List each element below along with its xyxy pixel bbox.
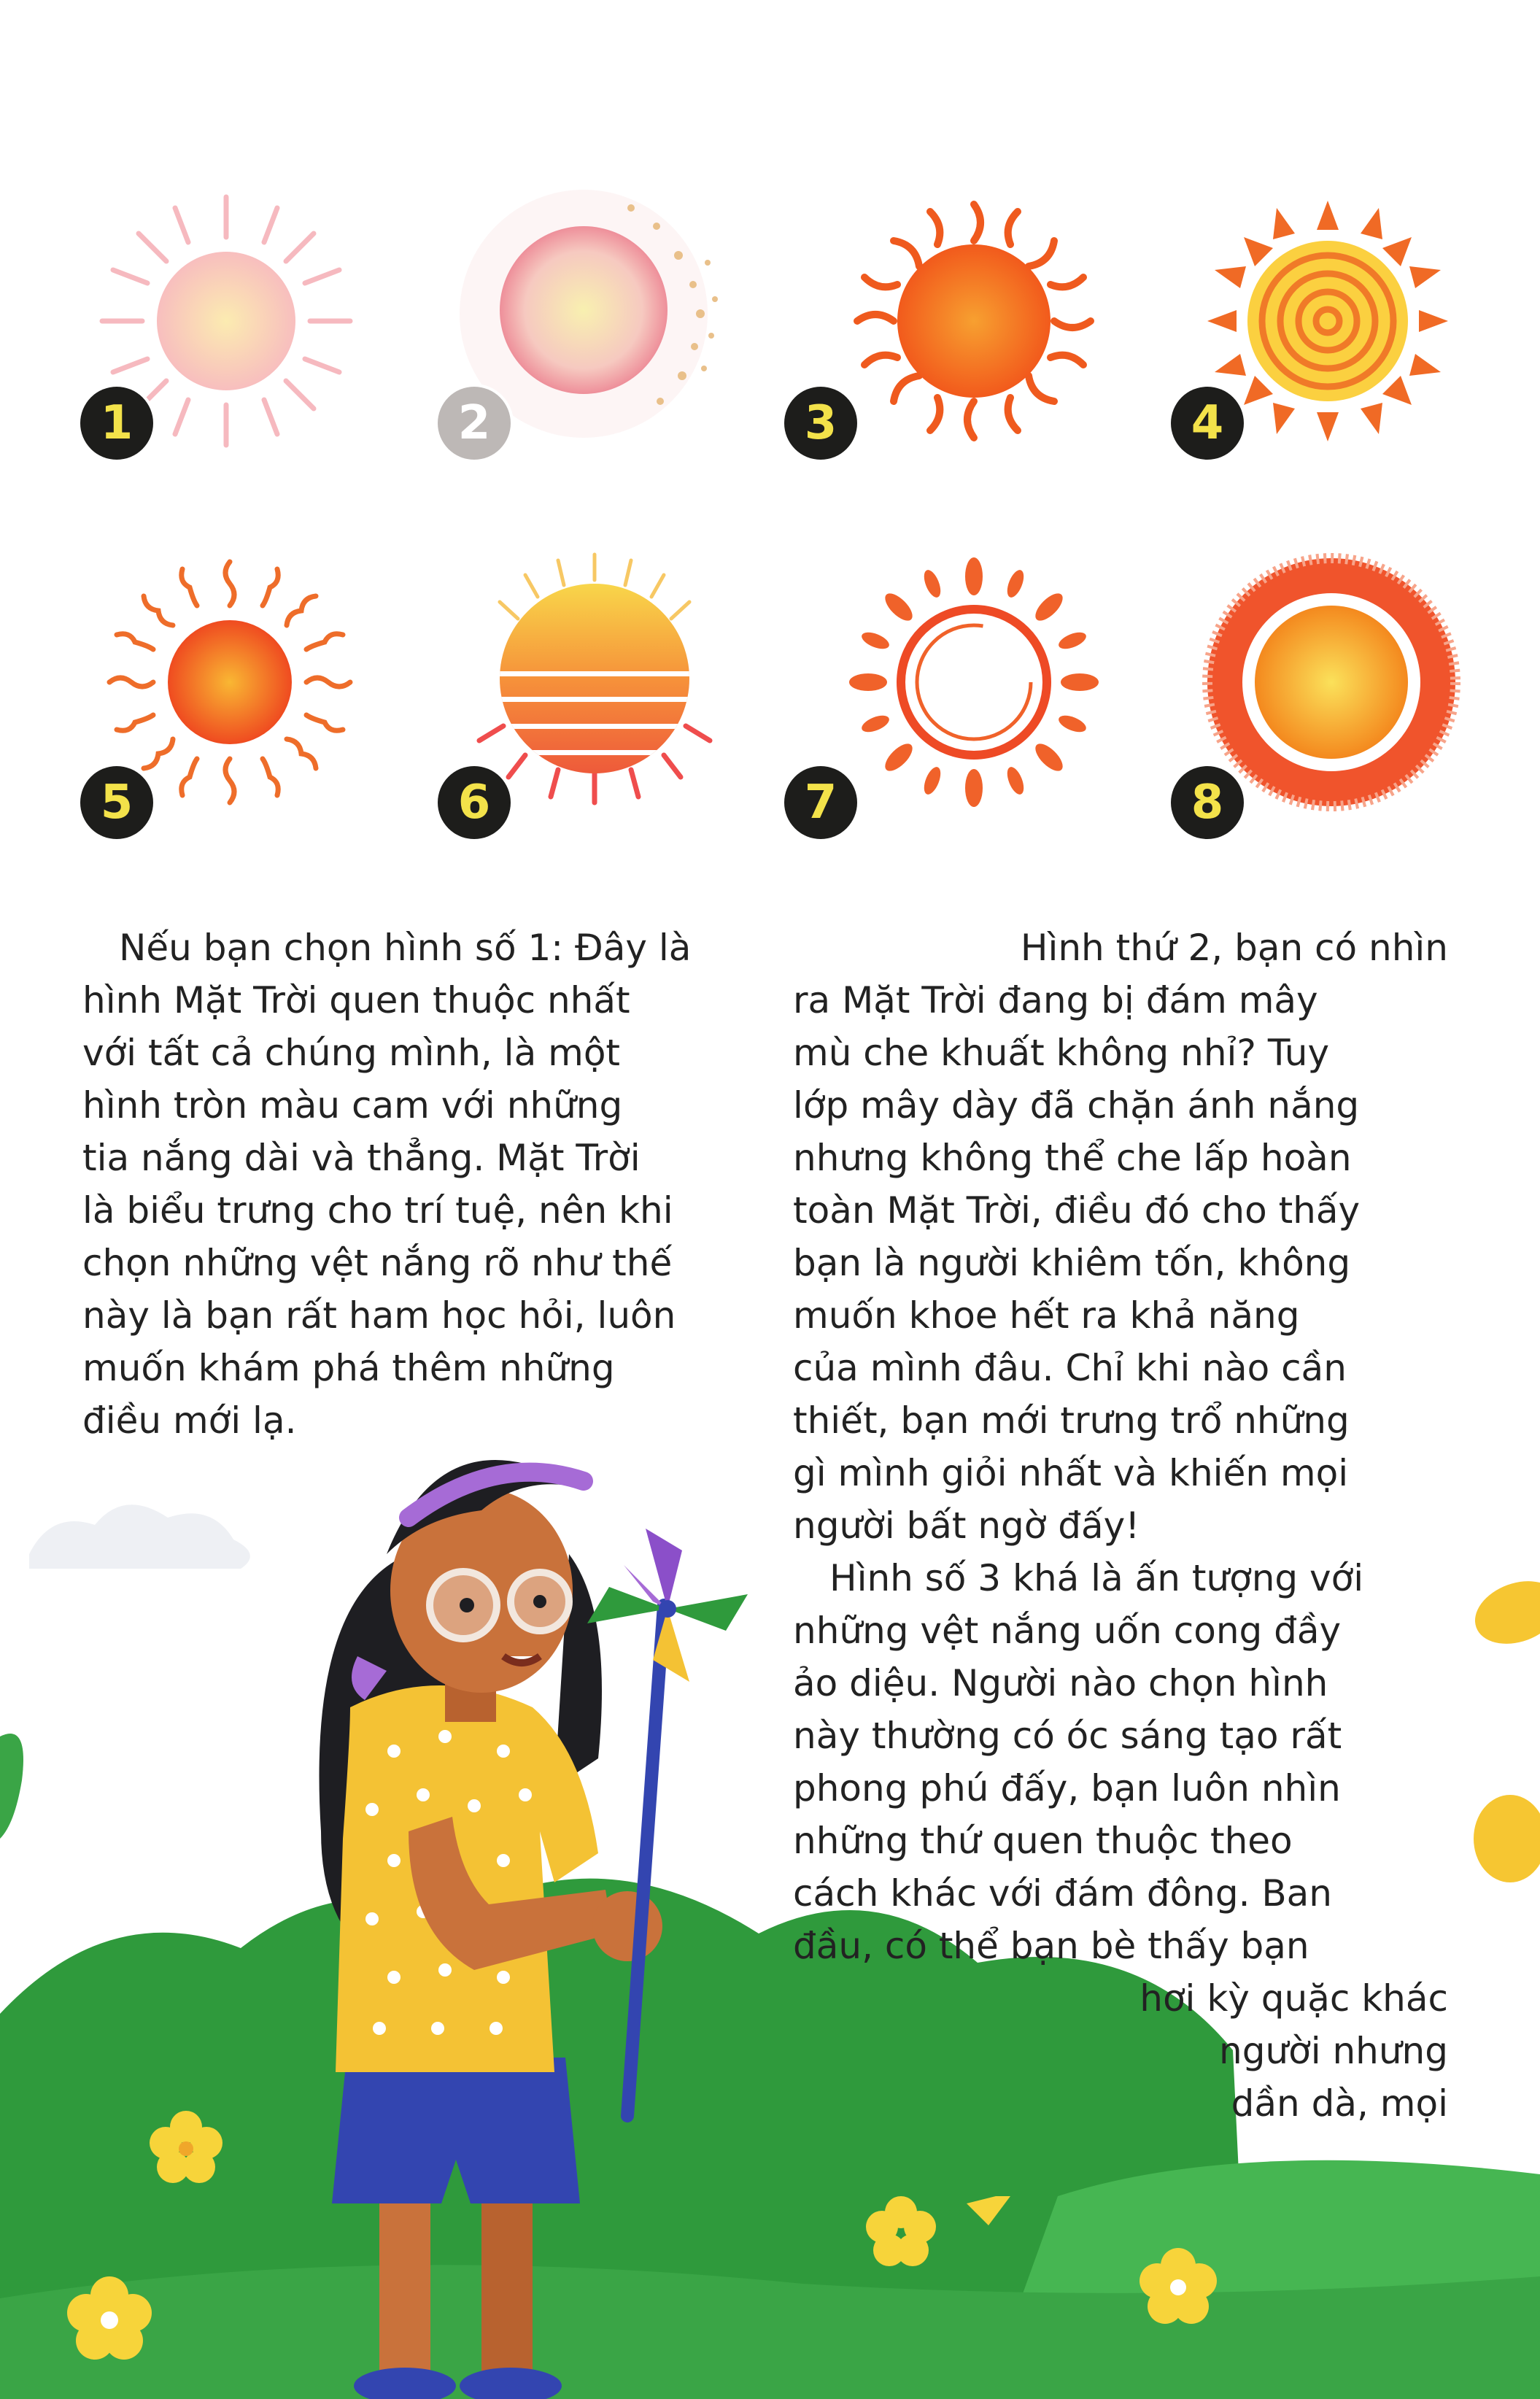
text-line: hình tròn màu cam với những	[82, 1084, 623, 1127]
sun-number: 5	[100, 776, 134, 830]
text-line: với tất cả chúng mình, là một	[82, 1032, 621, 1074]
cloud	[29, 1504, 250, 1569]
sun-8-number-badge	[1171, 766, 1244, 839]
text-line: chọn những vệt nắng rõ như thế	[82, 1242, 673, 1284]
text-line: này thường có óc sáng tạo rất	[793, 1715, 1342, 1757]
left-column-text	[82, 922, 746, 1447]
text-line: gì mình giỏi nhất và khiến mọi	[793, 1452, 1349, 1494]
text-line: ra Mặt Trời đang bị đám mây	[793, 979, 1318, 1021]
sun-3-number-badge	[784, 387, 857, 460]
right-column-text	[793, 922, 1448, 2130]
text-line: Nếu bạn chọn hình số 1: Đây là	[119, 927, 692, 969]
text-line: đầu, có thể bạn bè thấy bạn	[793, 1925, 1309, 1967]
sun-4-number-badge	[1171, 387, 1244, 460]
sun-7-number-badge	[784, 766, 857, 839]
yellow-leaf	[1474, 1795, 1540, 1882]
text-line: hơi kỳ quặc khác	[1139, 1977, 1448, 2020]
sun-number: 3	[804, 396, 837, 450]
text-line: thiết, bạn mới trưng trổ những	[793, 1399, 1350, 1442]
sun-number: 8	[1191, 776, 1224, 830]
text-line: nhưng không thể che lấp hoàn	[793, 1137, 1352, 1179]
text-line: những thứ quen thuộc theo	[793, 1820, 1293, 1862]
text-line: những vệt nắng uốn cong đầy	[793, 1610, 1342, 1652]
yellow-leaf	[1466, 1570, 1540, 1655]
sun-2-number-badge	[438, 387, 511, 460]
sun-5-number-badge	[80, 766, 153, 839]
text-line: hình Mặt Trời quen thuộc nhất	[82, 979, 630, 1021]
sun-3-curly-rays[interactable]	[828, 175, 1120, 467]
sun-6-number-badge	[438, 766, 511, 839]
sun-number: 4	[1191, 396, 1224, 450]
text-line: là biểu trưng cho trí tuệ, nên khi	[82, 1189, 673, 1232]
text-line: ảo diệu. Người nào chọn hình	[793, 1662, 1328, 1704]
text-line: này là bạn rất ham học hỏi, luôn	[82, 1294, 676, 1337]
text-line: mù che khuất không nhỉ? Tuy	[793, 1032, 1330, 1074]
text-line: điều mới lạ.	[82, 1399, 297, 1442]
text-line: phong phú đấy, bạn luôn nhìn	[793, 1767, 1341, 1809]
text-line: người bất ngờ đấy!	[793, 1504, 1140, 1547]
text-line: cách khác với đám đông. Ban	[793, 1872, 1332, 1915]
sun-number: 6	[457, 776, 491, 830]
text-line: người nhưng	[1219, 2030, 1448, 2072]
text-line: tia nắng dài và thẳng. Mặt Trời	[82, 1137, 641, 1179]
sun-number: 7	[804, 776, 837, 830]
sun-number: 2	[457, 396, 491, 450]
text-line: lớp mây dày đã chặn ánh nắng	[793, 1084, 1360, 1127]
text-line: muốn khám phá thêm những	[82, 1347, 615, 1389]
text-line: toàn Mặt Trời, điều đó cho thấy	[793, 1189, 1361, 1232]
bush	[0, 1734, 23, 1839]
text-line: của mình đâu. Chỉ khi nào cần	[793, 1347, 1347, 1389]
sun-number: 1	[100, 396, 134, 450]
text-line: dần dà, mọi	[1231, 2082, 1448, 2125]
sun-1-number-badge	[80, 387, 153, 460]
text-line: Hình thứ 2, bạn có nhìn	[1020, 927, 1448, 969]
text-line: bạn là người khiêm tốn, không	[793, 1242, 1351, 1284]
text-line: muốn khoe hết ra khả năng	[793, 1294, 1300, 1337]
sun-7-ring[interactable]	[828, 536, 1120, 828]
text-line: Hình số 3 khá là ấn tượng với	[829, 1557, 1364, 1599]
